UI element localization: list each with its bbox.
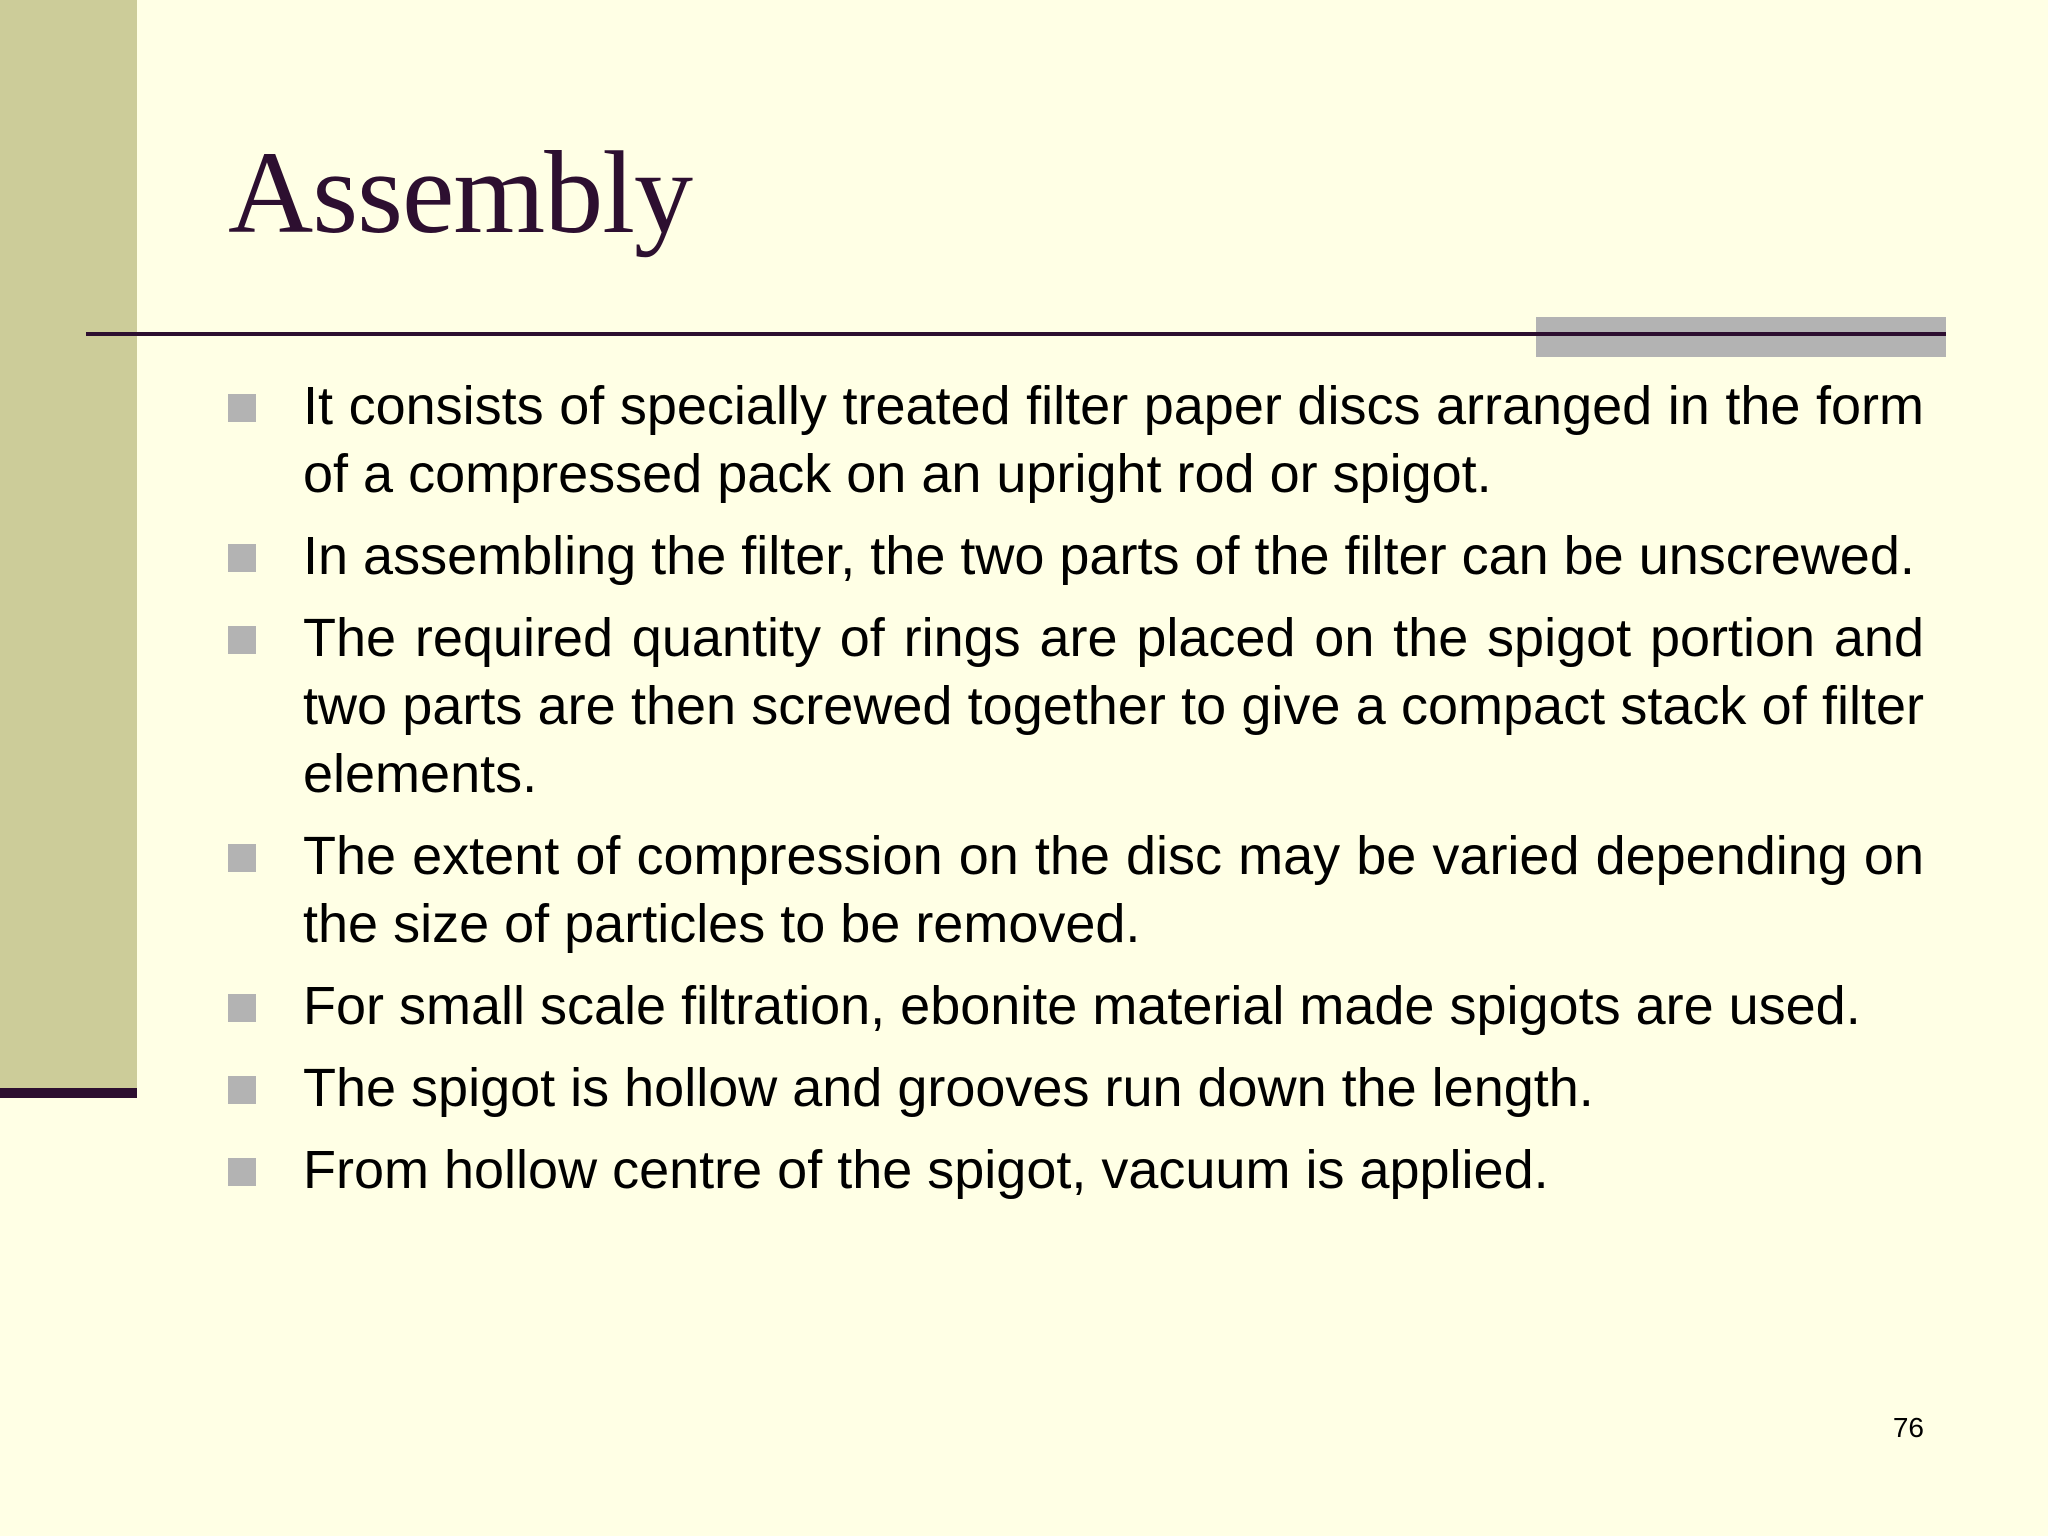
bullet-text: For small scale filtration, ebonite material made spigots are used. bbox=[303, 976, 1861, 1036]
bullet-item bbox=[228, 972, 1924, 1040]
bullet-item bbox=[228, 822, 1924, 958]
square-bullet-icon bbox=[228, 1076, 256, 1104]
square-bullet-icon bbox=[228, 1158, 256, 1186]
bullet-text: The spigot is hollow and grooves run down the length. bbox=[303, 1058, 1594, 1118]
title-divider bbox=[86, 332, 1946, 336]
left-accent-underline bbox=[0, 1088, 137, 1098]
page-number: 76 bbox=[1892, 1412, 1924, 1443]
bullet-item bbox=[228, 1054, 1924, 1122]
left-accent-bar bbox=[0, 0, 137, 1098]
square-bullet-icon bbox=[228, 626, 256, 654]
divider-shadow bbox=[1536, 317, 1946, 357]
bullet-text: From hollow centre of the spigot, vacuum is applied. bbox=[303, 1140, 1549, 1200]
bullet-item bbox=[228, 604, 1924, 808]
square-bullet-icon bbox=[228, 844, 256, 872]
slide-title: Assembly bbox=[228, 127, 692, 258]
bullet-list bbox=[228, 372, 1924, 1218]
bullet-text: In assembling the filter, the two parts of the filter can be unscrewed. bbox=[303, 526, 1915, 586]
square-bullet-icon bbox=[228, 994, 256, 1022]
bullet-item bbox=[228, 522, 1924, 590]
bullet-text: The extent of compression on the disc may be varied depending on the size of particles to be removed. bbox=[303, 826, 1924, 954]
bullet-text: It consists of specially treated filter paper discs arranged in the form of a compressed pack on an upright rod or spigot. bbox=[303, 376, 1924, 504]
bullet-item bbox=[228, 372, 1924, 508]
square-bullet-icon bbox=[228, 544, 256, 572]
square-bullet-icon bbox=[228, 394, 256, 422]
bullet-text: The required quantity of rings are placed on the spigot portion and two parts are then screwed together to give a compact stack of filter elements. bbox=[303, 608, 1924, 804]
bullet-item bbox=[228, 1136, 1924, 1204]
